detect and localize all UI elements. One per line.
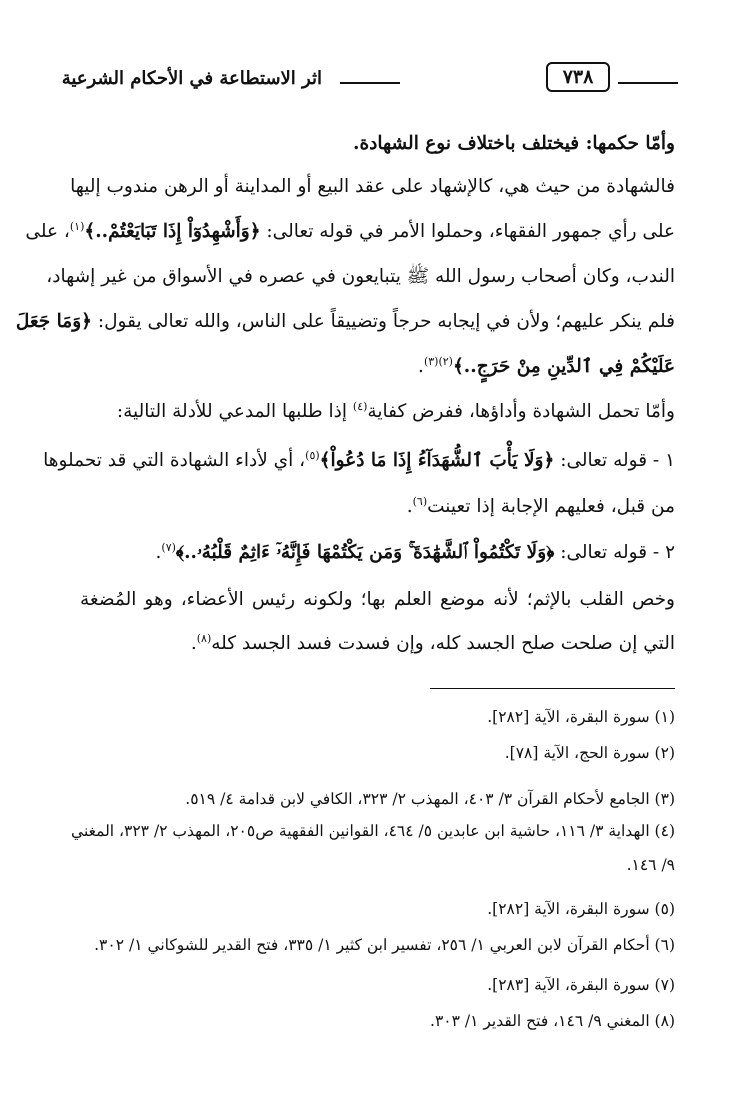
footnote: (٤) الهداية ٣/ ١١٦، حاشية ابن عابدين ٥/ ٤٦٤، القوانين الفقهية ص٢٠٥، المهذب ٢/ ٣٢٣، المغني [71, 822, 675, 840]
paragraph-line: الندب، وكان أصحاب رسول الله ﷺ يتبايعون في عصره في الأسواق من غير إشهاد، [46, 266, 675, 287]
footnote-ref: (٤) [352, 399, 368, 413]
header-rule-right [618, 82, 678, 84]
book-title: اثر الاستطاعة في الأحكام الشرعية [61, 68, 322, 89]
running-header [61, 60, 678, 100]
text-span: على رأي جمهور الفقهاء، وحملوا الأمر في قوله تعالى: [260, 221, 675, 242]
footnote-separator [430, 688, 675, 689]
page-number: ٧٣٨ [546, 62, 610, 92]
paragraph-line [407, 492, 675, 522]
footnote-ref: (٦) [412, 494, 428, 508]
footnote-ref: (٥) [305, 448, 320, 462]
paragraph-line [117, 397, 675, 427]
text-span: من قبل، فعليهم الإجابة إذا تعينت [427, 496, 675, 517]
text-span: ١ - قوله تعالى: [554, 450, 675, 471]
text-span: ، أي لأداء الشهادة التي قد تحملوها [43, 450, 306, 471]
paragraph-line: فالشهادة من حيث هي، كالإشهاد على عقد البيع أو المداينة أو الرهن مندوب إليها [70, 176, 675, 197]
paragraph-line [15, 307, 675, 337]
paragraph-line [418, 352, 675, 382]
quran-verse: ﴿وَلَا تَكْتُمُواْ ٱلشَّهَٰدَةَ ۚ وَمَن يَكْتُمْهَا فَإِنَّهُۥٓ ءَاثِمٌ قَلْبُهُۥ..﴾ [175, 542, 555, 563]
header-rule-left [340, 82, 400, 84]
quran-verse: عَلَيْكُمْ فِي ٱلدِّينِ مِنْ حَرَجٍ..﴾ [452, 356, 675, 377]
footnote-ref: (٨) [196, 631, 212, 645]
footnote: (٨) المغني ٩/ ١٤٦، فتح القدير ١/ ٣٠٣. [430, 1012, 675, 1030]
paragraph-line: وخص القلب بالإثم؛ لأنه موضع العلم بها؛ ولكونه رئيس الأعضاء، وهو المُضغة [80, 589, 675, 610]
paragraph-line [25, 217, 675, 247]
footnote: (٦) أحكام القرآن لابن العربي ١/ ٢٥٦، تفسير ابن كثير ١/ ٣٣٥، فتح القدير للشوكاني ١/ ٣٠٢. [94, 936, 675, 954]
text-span: . [406, 496, 413, 517]
text-span: وأمّا تحمل الشهادة وأداؤها، ففرض كفاية [367, 401, 675, 422]
footnote-ref: (١) [69, 219, 85, 233]
text-span: . [155, 542, 162, 563]
paragraph-line [43, 446, 675, 476]
footnote: (٣) الجامع لأحكام القرآن ٣/ ٤٠٣، المهذب ٢/ ٣٢٣، الكافي لابن قدامة ٤/ ٥١٩. [185, 790, 675, 808]
text-span: . [190, 633, 197, 654]
footnote: (٥) سورة البقرة، الآية [٢٨٢]. [487, 900, 675, 918]
paragraph-line [156, 538, 676, 568]
ruling-heading: وأمّا حكمها: فيختلف باختلاف نوع الشهادة. [353, 133, 675, 154]
footnote: (٢) سورة الحج، الآية [٧٨]. [504, 744, 675, 762]
quran-verse: ﴿وَأَشْهِدُوٓاْ إِذَا تَبَايَعْتُمْ..﴾ [84, 221, 261, 242]
text-span: فلم ينكر عليهم؛ ولأن في إيجابه حرجاً وتضييقاً على الناس، والله تعالى يقول: [91, 311, 675, 332]
footnote: (٧) سورة البقرة، الآية [٢٨٣]. [487, 976, 675, 994]
text-span: . [418, 356, 424, 377]
quran-verse: ﴿وَمَا جَعَلَ [15, 311, 92, 332]
text-span: ، على [25, 221, 70, 242]
footnote: ٩/ ١٤٦. [626, 856, 675, 874]
text-span: التي إن صلحت صلح الجسد كله، وإن فسدت فسد الجسد كله [211, 633, 675, 654]
text-span: إذا طلبها المدعي للأدلة التالية: [116, 401, 353, 422]
footnote-ref: (٧) [161, 540, 176, 554]
text-span: ٢ - قوله تعالى: [554, 542, 675, 563]
quran-verse: ﴿وَلَا يَأْبَ ٱلشُّهَدَآءُ إِذَا مَا دُعُواْ﴾ [319, 450, 555, 471]
footnote: (١) سورة البقرة، الآية [٢٨٢]. [487, 708, 675, 726]
footnote-ref: (٢)(٣) [423, 354, 453, 368]
paragraph-line [191, 629, 675, 659]
